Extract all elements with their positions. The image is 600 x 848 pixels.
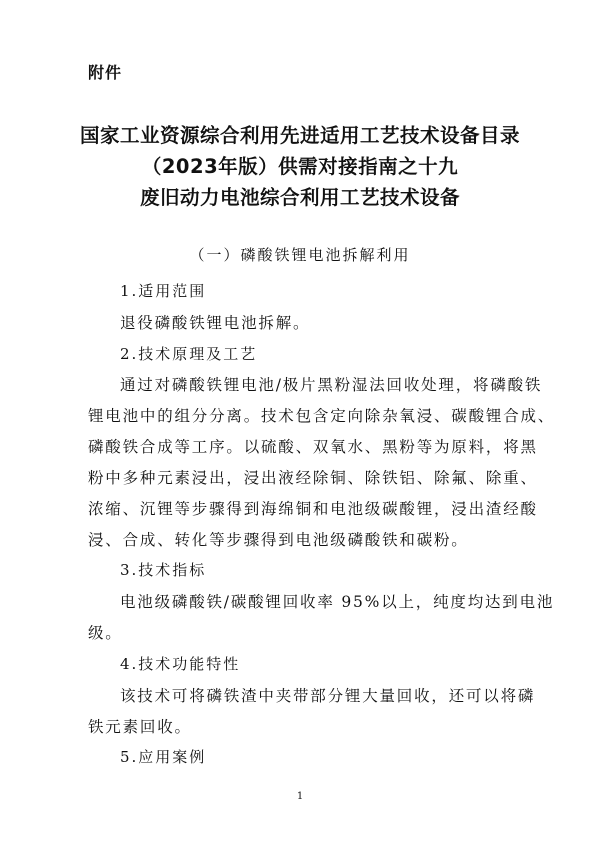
indicator-line: 级。	[88, 624, 123, 642]
indicator-line: 电池级磷酸铁/碳酸锂回收率 95%以上，纯度均达到电池	[120, 593, 555, 611]
principle-line: 锂电池中的组分分离。技术包含定向除杂氧浸、碳酸锂合成、	[88, 407, 556, 425]
principle-line: 浸、合成、转化等步骤得到电池级磷酸铁和碳粉。	[88, 531, 469, 549]
document-title-line-1: 国家工业资源综合利用先进适用工艺技术设备目录	[79, 124, 520, 147]
attachment-label: 附件	[88, 63, 123, 82]
feature-line: 该技术可将磷铁渣中夹带部分锂大量回收，还可以将磷	[120, 687, 536, 705]
indicator-heading: 3.技术指标	[120, 561, 207, 579]
case-heading: 5.应用案例	[120, 748, 207, 766]
feature-heading: 4.技术功能特性	[120, 655, 241, 673]
principle-line: 浓缩、沉锂等步骤得到海绵铜和电池级碳酸锂，浸出渣经酸	[88, 500, 538, 518]
page-number: 1	[296, 791, 304, 802]
feature-line: 铁元素回收。	[88, 718, 192, 736]
principle-line: 磷酸铁合成等工序。以硫酸、双氧水、黑粉等为原料，将黑	[88, 438, 538, 456]
section-heading: （一）磷酸铁锂电池拆解利用	[189, 246, 411, 264]
document-title-line-3: 废旧动力电池综合利用工艺技术设备	[139, 186, 460, 209]
document-title-line-2: （2023年版）供需对接指南之十九	[141, 155, 459, 178]
principle-line: 通过对磷酸铁锂电池/极片黑粉湿法回收处理，将磷酸铁	[120, 376, 543, 394]
principle-heading: 2.技术原理及工艺	[120, 345, 258, 363]
scope-text: 退役磷酸铁锂电池拆解。	[120, 314, 311, 332]
principle-line: 粉中多种元素浸出，浸出液经除铜、除铁铝、除氟、除重、	[88, 469, 538, 487]
scope-heading: 1.适用范围	[120, 282, 207, 300]
